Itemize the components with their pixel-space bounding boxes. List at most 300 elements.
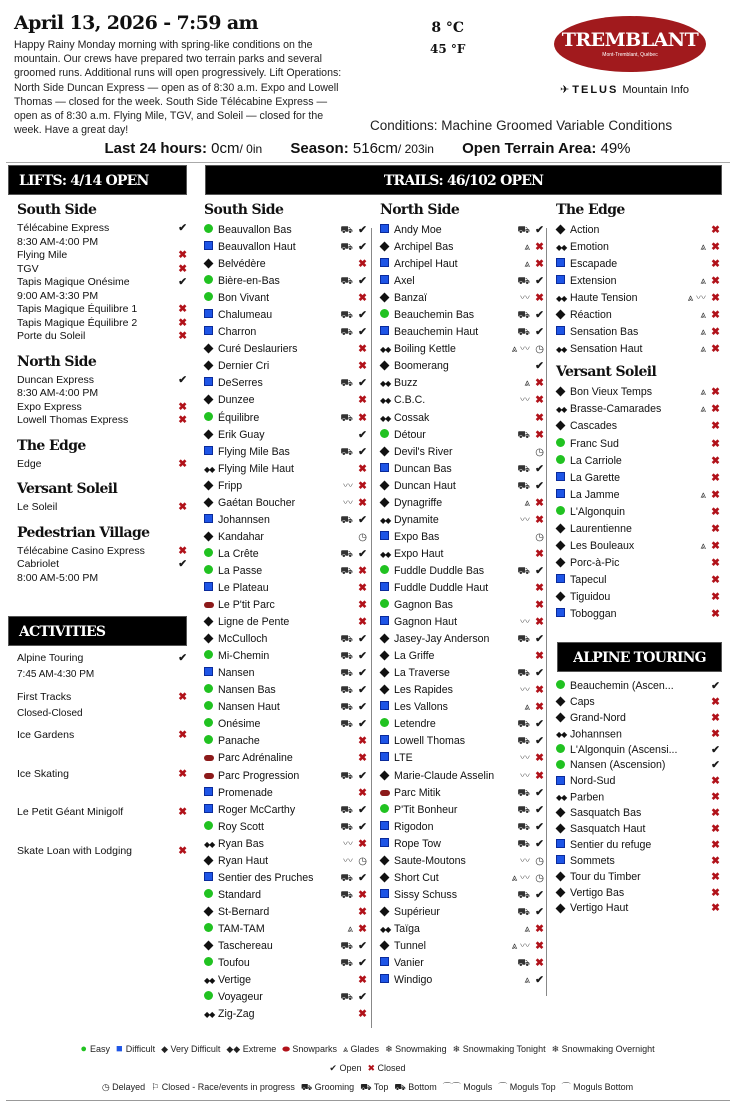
difficult-square-icon bbox=[556, 574, 565, 583]
trail-row[interactable] bbox=[556, 742, 720, 758]
trail-condition-icons bbox=[343, 853, 353, 870]
trail-row[interactable] bbox=[380, 239, 544, 256]
trail-row[interactable] bbox=[380, 887, 544, 904]
trail-name: Porc-à-Pic bbox=[570, 556, 620, 569]
difficult-square-icon bbox=[204, 326, 213, 335]
status-closed-icon: ✖ bbox=[178, 330, 187, 342]
difficulty-very-difficult-icon bbox=[380, 938, 394, 955]
diamond-icon bbox=[380, 651, 390, 661]
trail-row[interactable] bbox=[380, 597, 544, 614]
trail-row[interactable] bbox=[380, 665, 544, 682]
trail-row[interactable] bbox=[380, 563, 544, 580]
status-open-icon: ✔ bbox=[178, 558, 187, 570]
trail-row[interactable] bbox=[380, 495, 544, 512]
status-open-icon: ✔ bbox=[358, 377, 367, 390]
trail-row[interactable] bbox=[380, 392, 544, 409]
moguls-icon: 〰 bbox=[520, 753, 530, 765]
section-title: The Edge bbox=[556, 202, 625, 218]
trail-row[interactable] bbox=[556, 487, 720, 504]
trail-row[interactable] bbox=[556, 324, 720, 341]
trail-row[interactable] bbox=[204, 921, 367, 938]
trail-row[interactable] bbox=[556, 726, 720, 742]
trail-row[interactable] bbox=[380, 785, 544, 802]
trail-row[interactable] bbox=[556, 453, 720, 470]
glades-icon: ⩓ bbox=[687, 293, 696, 305]
legend-item bbox=[301, 1078, 354, 1097]
trail-condition-icons bbox=[517, 324, 530, 341]
trail-row[interactable] bbox=[204, 580, 367, 597]
trail-row[interactable] bbox=[380, 324, 544, 341]
status-closed-icon: ✖ bbox=[358, 837, 367, 850]
trail-row[interactable] bbox=[380, 529, 544, 546]
difficulty-snowpark-icon bbox=[204, 597, 218, 614]
easy-circle-icon bbox=[380, 309, 389, 318]
trail-row[interactable] bbox=[380, 733, 544, 750]
trail-row[interactable] bbox=[556, 538, 720, 555]
difficulty-extreme-icon bbox=[380, 375, 394, 392]
trail-row[interactable] bbox=[556, 436, 720, 453]
trail-row[interactable] bbox=[380, 427, 544, 444]
trail-row[interactable] bbox=[556, 401, 720, 418]
difficulty-very-difficult-icon bbox=[380, 495, 394, 512]
trail-row[interactable] bbox=[556, 273, 720, 290]
trail-row[interactable] bbox=[380, 768, 544, 785]
legend-item bbox=[368, 1059, 406, 1078]
difficulty-difficult-icon bbox=[556, 853, 570, 869]
trail-row[interactable] bbox=[556, 837, 720, 853]
trail-name: Gagnon Bas bbox=[394, 599, 453, 612]
trail-row[interactable] bbox=[380, 580, 544, 597]
moguls-icon: 〰 bbox=[343, 838, 353, 850]
activity-row[interactable] bbox=[17, 845, 187, 884]
status-closed-icon: ✖ bbox=[178, 501, 187, 513]
trail-condition-icons bbox=[517, 427, 530, 444]
trail-condition-icons bbox=[340, 273, 353, 290]
divider bbox=[6, 1100, 730, 1101]
trail-row[interactable] bbox=[204, 256, 367, 273]
status-closed-icon: ✖ bbox=[358, 292, 367, 305]
trail-row[interactable] bbox=[204, 870, 367, 887]
status-closed-icon: ✖ bbox=[358, 411, 367, 424]
trail-row[interactable] bbox=[556, 555, 720, 572]
diamond-icon bbox=[556, 421, 566, 431]
status-delayed-icon: ◷ bbox=[535, 531, 544, 543]
status-closed-icon: ✖ bbox=[711, 539, 720, 552]
legend-label: Delayed bbox=[112, 1082, 146, 1092]
trail-row[interactable] bbox=[380, 716, 544, 733]
trail-row[interactable] bbox=[380, 648, 544, 665]
trail-row[interactable] bbox=[380, 938, 544, 955]
lift-row[interactable] bbox=[17, 249, 187, 263]
difficult-square-icon bbox=[380, 616, 389, 625]
trail-row[interactable] bbox=[204, 785, 367, 802]
trail-name: Belvédère bbox=[218, 258, 266, 271]
trail-row[interactable] bbox=[204, 324, 367, 341]
lift-row[interactable] bbox=[17, 558, 187, 585]
trail-row[interactable] bbox=[556, 239, 720, 256]
temperature-celsius: 8 °C bbox=[431, 20, 465, 36]
trail-row[interactable] bbox=[204, 665, 367, 682]
difficulty-extreme-icon bbox=[556, 401, 570, 418]
difficulty-difficult-icon bbox=[380, 836, 394, 853]
trail-row[interactable] bbox=[380, 358, 544, 375]
trail-row[interactable] bbox=[204, 239, 367, 256]
easy-circle-icon bbox=[380, 565, 389, 574]
trail-row[interactable] bbox=[204, 853, 367, 870]
trail-row[interactable] bbox=[556, 384, 720, 401]
trail-row[interactable] bbox=[204, 989, 367, 1006]
grooming-icon: ⛟ bbox=[517, 225, 530, 236]
glades-icon: ⩓ bbox=[524, 497, 530, 509]
diamond-icon bbox=[380, 685, 390, 695]
trail-name: Nord-Sud bbox=[570, 775, 616, 788]
status-closed-icon: ✖ bbox=[535, 428, 544, 441]
trail-row[interactable] bbox=[204, 938, 367, 955]
trail-row[interactable] bbox=[380, 256, 544, 273]
trail-condition-icons bbox=[343, 836, 353, 853]
trail-name: Nansen bbox=[218, 667, 255, 680]
trail-row[interactable] bbox=[556, 900, 720, 916]
status-open-icon: ✔ bbox=[358, 939, 367, 952]
trail-row[interactable] bbox=[556, 290, 720, 307]
status-open-icon: ✔ bbox=[535, 275, 544, 288]
lift-row[interactable] bbox=[17, 276, 187, 303]
status-open-icon: ✔ bbox=[358, 633, 367, 646]
telus-text: Mountain Info bbox=[622, 84, 689, 96]
status-closed-icon: ✖ bbox=[711, 403, 720, 416]
trail-row[interactable] bbox=[380, 921, 544, 938]
trail-row[interactable] bbox=[556, 678, 720, 694]
status-open-icon: ✔ bbox=[535, 564, 544, 577]
trails-banner: TRAILS: 46/102 OPEN bbox=[205, 165, 722, 195]
trail-row[interactable] bbox=[204, 648, 367, 665]
trail-name: Extension bbox=[570, 275, 617, 288]
trail-row[interactable] bbox=[204, 273, 367, 290]
trail-row[interactable] bbox=[204, 768, 367, 785]
trail-row[interactable] bbox=[204, 887, 367, 904]
grooming-icon: ⛟ bbox=[517, 838, 530, 850]
trail-row[interactable] bbox=[556, 885, 720, 901]
trail-name: Fuddle Duddle Haut bbox=[394, 581, 489, 594]
difficulty-easy-icon bbox=[204, 887, 218, 904]
diamond-icon bbox=[380, 668, 390, 678]
difficulty-very-difficult-icon bbox=[556, 555, 570, 572]
moguls-icon: 〰 bbox=[520, 293, 530, 305]
trail-condition-icons bbox=[517, 222, 530, 239]
difficulty-easy-icon bbox=[204, 819, 218, 836]
trail-condition-icons bbox=[700, 384, 706, 401]
trail-row[interactable] bbox=[380, 631, 544, 648]
trail-row[interactable] bbox=[556, 710, 720, 726]
trail-row[interactable] bbox=[556, 470, 720, 487]
trail-row[interactable] bbox=[556, 805, 720, 821]
trail-condition-icons bbox=[517, 955, 530, 972]
trail-row[interactable] bbox=[204, 682, 367, 699]
activity-row[interactable] bbox=[17, 806, 187, 845]
grooming-icon: ⛟ bbox=[340, 821, 353, 833]
grooming-icon: ⛟ bbox=[340, 889, 353, 901]
trail-row[interactable] bbox=[204, 341, 367, 358]
glades-icon: ⩓ bbox=[524, 975, 530, 987]
status-closed-icon: ✖ bbox=[711, 854, 720, 867]
difficulty-difficult-icon bbox=[380, 819, 394, 836]
trail-row[interactable] bbox=[380, 222, 544, 239]
moguls-icon: 〰 bbox=[520, 617, 530, 629]
moguls-icon: 〰 bbox=[520, 514, 530, 526]
trail-row[interactable] bbox=[380, 802, 544, 819]
divider bbox=[371, 228, 372, 1028]
trail-row[interactable] bbox=[556, 504, 720, 521]
trail-row[interactable] bbox=[204, 750, 367, 767]
trail-row[interactable] bbox=[380, 699, 544, 716]
trail-row[interactable] bbox=[556, 222, 720, 239]
trail-condition-icons bbox=[700, 538, 706, 555]
trail-row[interactable] bbox=[204, 222, 367, 239]
status-closed-icon: ✖ bbox=[711, 711, 720, 724]
lift-name: Porte du Soleil bbox=[17, 330, 86, 342]
glades-icon: ⩓ bbox=[700, 344, 706, 356]
trail-row[interactable] bbox=[380, 819, 544, 836]
status-closed-icon: ✖ bbox=[358, 564, 367, 577]
grooming-icon: ⛟ bbox=[340, 685, 353, 697]
trail-row[interactable] bbox=[556, 757, 720, 773]
trail-row[interactable] bbox=[204, 1006, 367, 1023]
moguls-icon: 〰 bbox=[520, 395, 530, 407]
double-diamond-icon: ◆◆ bbox=[380, 345, 391, 355]
trail-row[interactable] bbox=[204, 716, 367, 733]
trail-row[interactable] bbox=[204, 290, 367, 307]
section-title: South Side bbox=[17, 202, 97, 218]
trail-row[interactable] bbox=[556, 694, 720, 710]
status-open-icon: ✔ bbox=[178, 373, 187, 386]
diamond-icon bbox=[556, 387, 566, 397]
grooming-icon: ⛟ bbox=[517, 429, 530, 441]
trail-row[interactable] bbox=[380, 546, 544, 563]
difficult-square-icon bbox=[380, 582, 389, 591]
trail-row[interactable] bbox=[380, 273, 544, 290]
difficulty-very-difficult-icon bbox=[380, 870, 394, 887]
activity-row[interactable] bbox=[17, 729, 187, 768]
difficulty-difficult-icon bbox=[556, 256, 570, 273]
difficulty-difficult-icon bbox=[556, 487, 570, 504]
legend-row-conditions bbox=[0, 1078, 735, 1097]
trail-row[interactable] bbox=[204, 529, 367, 546]
status-closed-icon: ✖ bbox=[178, 690, 187, 703]
status-closed-icon: ✖ bbox=[535, 684, 544, 697]
trail-row[interactable] bbox=[556, 307, 720, 324]
trail-row[interactable] bbox=[204, 955, 367, 972]
trail-row[interactable] bbox=[204, 836, 367, 853]
glades-icon: ⩓ bbox=[700, 276, 706, 288]
trail-row[interactable] bbox=[556, 821, 720, 837]
trail-row[interactable] bbox=[556, 572, 720, 589]
trail-name: Réaction bbox=[570, 309, 612, 322]
trail-condition-icons bbox=[340, 444, 353, 461]
lift-row[interactable] bbox=[17, 458, 187, 472]
lift-name: Le Soleil bbox=[17, 501, 58, 513]
trail-condition-icons bbox=[524, 921, 530, 938]
grooming-icon: ⛟ bbox=[517, 719, 530, 731]
status-closed-icon: ✖ bbox=[711, 505, 720, 518]
trail-row[interactable] bbox=[556, 589, 720, 606]
trail-row[interactable] bbox=[380, 614, 544, 631]
difficulty-very-difficult-icon bbox=[380, 358, 394, 375]
trail-row[interactable] bbox=[380, 341, 544, 358]
difficulty-easy-icon bbox=[204, 546, 218, 563]
trail-row[interactable] bbox=[380, 307, 544, 324]
trail-row[interactable] bbox=[380, 682, 544, 699]
lift-row[interactable] bbox=[17, 263, 187, 277]
legend-item bbox=[282, 1040, 337, 1059]
legend-bottom-icon: ⛟ bbox=[394, 1082, 409, 1092]
trail-row[interactable] bbox=[204, 444, 367, 461]
trail-row[interactable] bbox=[380, 972, 544, 989]
trail-name: Nansen Bas bbox=[218, 684, 276, 697]
trail-row[interactable] bbox=[380, 853, 544, 870]
lift-row[interactable] bbox=[17, 374, 187, 401]
trail-row[interactable] bbox=[380, 904, 544, 921]
trail-name: Letendre bbox=[394, 718, 436, 731]
status-closed-icon: ✖ bbox=[711, 309, 720, 322]
difficulty-very-difficult-icon bbox=[204, 392, 218, 409]
legend-extreme-icon: ◆◆ bbox=[226, 1044, 243, 1054]
trail-row[interactable] bbox=[556, 341, 720, 358]
trail-row[interactable] bbox=[204, 819, 367, 836]
trail-name: Toufou bbox=[218, 957, 250, 970]
trail-name: Buzz bbox=[394, 377, 418, 390]
lift-row[interactable] bbox=[17, 303, 187, 317]
trail-row[interactable] bbox=[204, 904, 367, 921]
trail-row[interactable] bbox=[380, 290, 544, 307]
legend-label: Glades bbox=[350, 1044, 380, 1054]
trail-row[interactable] bbox=[204, 375, 367, 392]
legend-difficult-icon: ■ bbox=[116, 1043, 126, 1055]
trail-row[interactable] bbox=[204, 802, 367, 819]
difficulty-very-difficult-icon bbox=[380, 444, 394, 461]
difficulty-very-difficult-icon bbox=[556, 821, 570, 837]
trail-condition-icons bbox=[524, 239, 530, 256]
trail-row[interactable] bbox=[204, 495, 367, 512]
lift-row[interactable] bbox=[17, 222, 187, 249]
diamond-icon bbox=[556, 523, 566, 533]
lift-row[interactable] bbox=[17, 401, 187, 415]
trail-row[interactable] bbox=[556, 853, 720, 869]
lift-row[interactable] bbox=[17, 414, 187, 428]
trail-name: Tour du Timber bbox=[570, 870, 641, 883]
trail-row[interactable] bbox=[204, 614, 367, 631]
easy-circle-icon bbox=[204, 565, 213, 574]
difficulty-difficult-icon bbox=[204, 375, 218, 392]
status-closed-icon: ✖ bbox=[711, 590, 720, 603]
grooming-icon: ⛟ bbox=[340, 770, 353, 782]
trail-row[interactable] bbox=[204, 307, 367, 324]
diamond-icon bbox=[380, 242, 390, 252]
trail-row[interactable] bbox=[204, 478, 367, 495]
moguls-icon: 〰 bbox=[520, 344, 530, 356]
trail-row[interactable] bbox=[204, 563, 367, 580]
trail-row[interactable] bbox=[380, 478, 544, 495]
difficult-square-icon bbox=[380, 531, 389, 540]
trail-row[interactable] bbox=[380, 836, 544, 853]
trail-row[interactable] bbox=[204, 597, 367, 614]
trail-row[interactable] bbox=[204, 972, 367, 989]
section-title: The Edge bbox=[17, 437, 86, 454]
status-closed-icon: ✖ bbox=[535, 957, 544, 970]
trail-row[interactable] bbox=[380, 870, 544, 887]
trail-row[interactable] bbox=[204, 461, 367, 478]
trail-name: La Garette bbox=[570, 471, 621, 484]
trail-row[interactable] bbox=[204, 358, 367, 375]
trail-row[interactable] bbox=[380, 375, 544, 392]
activity-row[interactable] bbox=[17, 691, 187, 730]
trail-row[interactable] bbox=[204, 392, 367, 409]
logo-subtitle: Mont-Tremblant, Québec bbox=[602, 52, 658, 58]
trail-name: Bière-en-Bas bbox=[218, 275, 280, 288]
status-closed-icon: ✖ bbox=[178, 316, 187, 329]
difficulty-easy-icon bbox=[380, 597, 394, 614]
trail-row[interactable] bbox=[204, 733, 367, 750]
moguls-icon: 〰 bbox=[520, 872, 530, 884]
status-closed-icon: ✖ bbox=[535, 411, 544, 424]
trail-name: Bon Vieux Temps bbox=[570, 386, 653, 399]
trail-name: Beauchemin Haut bbox=[394, 326, 479, 339]
trail-row[interactable] bbox=[204, 512, 367, 529]
trail-condition-icons bbox=[688, 290, 706, 307]
trail-row[interactable] bbox=[204, 427, 367, 444]
trail-row[interactable] bbox=[380, 750, 544, 767]
trail-row[interactable] bbox=[204, 546, 367, 563]
trail-row[interactable] bbox=[380, 410, 544, 427]
trail-row[interactable] bbox=[204, 410, 367, 427]
trail-row[interactable] bbox=[380, 461, 544, 478]
trail-row[interactable] bbox=[204, 631, 367, 648]
status-closed-icon: ✖ bbox=[711, 902, 720, 915]
trail-row[interactable] bbox=[556, 256, 720, 273]
status-closed-icon: ✖ bbox=[358, 258, 367, 271]
lift-row[interactable] bbox=[17, 317, 187, 331]
difficulty-very-difficult-icon bbox=[204, 614, 218, 631]
trail-name: Standard bbox=[218, 888, 261, 901]
activity-row[interactable] bbox=[17, 768, 187, 807]
trail-row[interactable] bbox=[380, 955, 544, 972]
status-closed-icon: ✖ bbox=[535, 394, 544, 407]
trail-row[interactable] bbox=[556, 869, 720, 885]
difficulty-difficult-icon bbox=[556, 470, 570, 487]
grooming-icon: ⛟ bbox=[517, 787, 530, 799]
lift-row[interactable] bbox=[17, 501, 187, 515]
temperature bbox=[430, 20, 465, 56]
trail-row[interactable] bbox=[380, 444, 544, 461]
trail-row[interactable] bbox=[204, 699, 367, 716]
trail-row[interactable] bbox=[556, 789, 720, 805]
lift-row[interactable] bbox=[17, 545, 187, 559]
lift-row[interactable] bbox=[17, 330, 187, 344]
trail-row[interactable] bbox=[556, 773, 720, 789]
status-open-icon: ✔ bbox=[358, 957, 367, 970]
trail-row[interactable] bbox=[556, 606, 720, 623]
trail-row[interactable] bbox=[380, 512, 544, 529]
trail-row[interactable] bbox=[556, 418, 720, 435]
trails-north-side bbox=[380, 198, 544, 989]
double-diamond-icon: ◆◆ bbox=[380, 549, 391, 559]
trail-name: Marie-Claude Asselin bbox=[394, 769, 495, 782]
trail-row[interactable] bbox=[556, 521, 720, 538]
status-open-icon: ✔ bbox=[535, 803, 544, 816]
trail-condition-icons bbox=[340, 887, 353, 904]
activity-row[interactable] bbox=[17, 652, 187, 691]
status-closed-icon: ✖ bbox=[711, 823, 720, 836]
lift-name: Flying Mile bbox=[17, 249, 68, 261]
